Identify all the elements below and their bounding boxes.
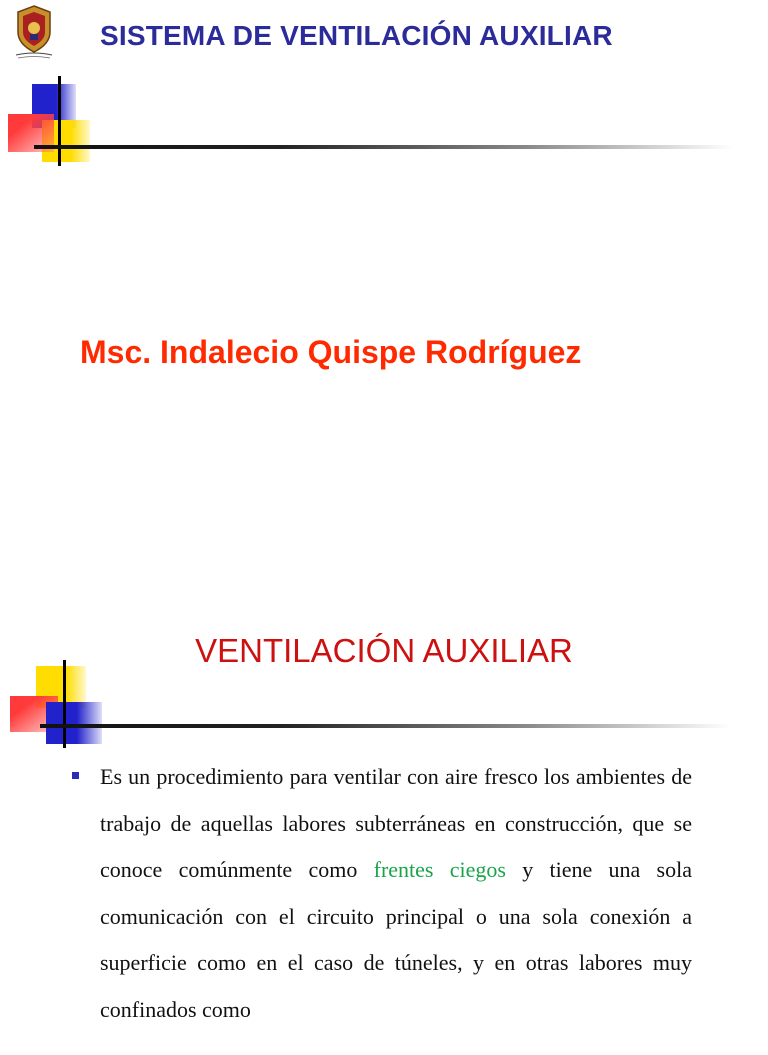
bullet-item: [72, 754, 692, 1055]
horizontal-rule: [34, 145, 734, 149]
bullet-text-part1: Es un procedimiento para ventilar con aire fresco los ambientes de trabajo de aquellas labores subterráneas en construcción, que se conoce comúnmente como: [100, 764, 692, 882]
blue-square-decoration: [46, 702, 102, 744]
highlight-term: frentes ciegos: [373, 857, 506, 882]
section-title: VENTILACIÓN AUXILIAR: [195, 632, 573, 669]
bullet-text-part2: y tiene una sola comunicación con el circuito principal o una sola conexión a superficie como en el caso de túneles, y en otras labores muy confinados como: [100, 857, 692, 1022]
vertical-rule: [63, 660, 66, 748]
author-name: Msc. Indalecio Quispe Rodríguez: [80, 334, 582, 370]
bullet-square-icon: [72, 772, 79, 779]
vertical-rule: [58, 76, 61, 166]
slide-title: SISTEMA DE VENTILACIÓN AUXILIAR: [100, 20, 613, 51]
horizontal-rule: [40, 724, 730, 728]
university-crest-icon: [8, 4, 60, 60]
bullet-text: [100, 754, 692, 1033]
